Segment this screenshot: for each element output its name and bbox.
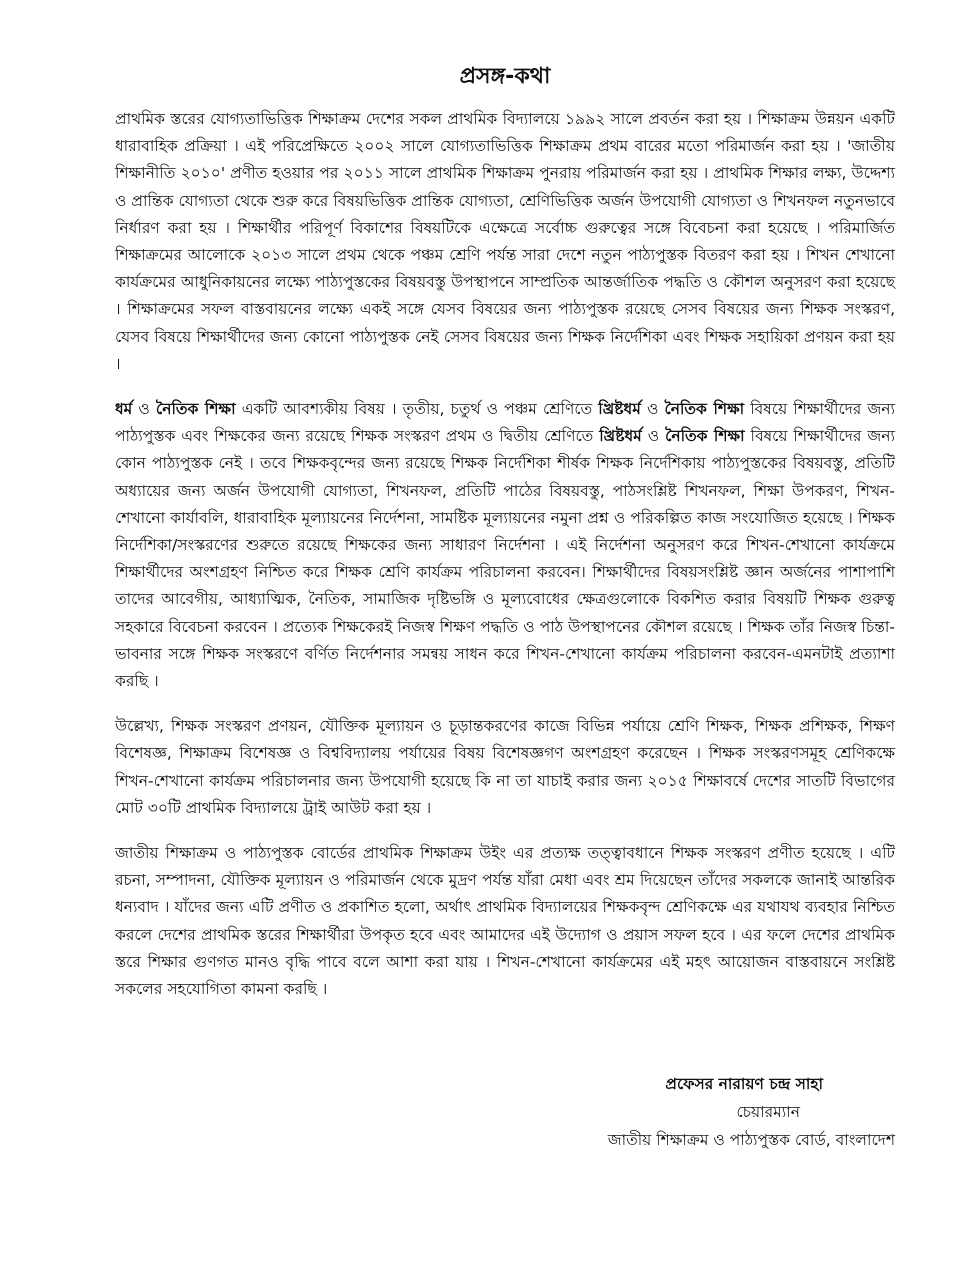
- page-title: প্রসঙ্গ-কথা: [459, 64, 551, 89]
- paragraph-3: [115, 713, 895, 822]
- paragraph-2: [115, 396, 895, 695]
- bold-text-run: খ্রিষ্টধর্ম: [599, 427, 642, 446]
- signatory-organization: জাতীয় শিক্ষাক্রম ও পাঠ্যপুস্তক বোর্ড, বাংলাদেশ: [607, 1131, 895, 1149]
- signatory-name: প্রফেসর নারায়ণ চন্দ্র সাহা: [665, 1075, 823, 1093]
- paragraph-1: [115, 106, 895, 378]
- text-run: ও: [640, 400, 665, 419]
- text-run: ও: [641, 427, 666, 446]
- text-run: বিষয়ে শিক্ষার্থীদের জন্য পাঠ্যপুস্তক এবং শিক্ষকের জন্য রয়েছে শিক্ষক সংস্করণ প্রথম ও দ্বিতীয় শ্রেণিতে: [115, 400, 896, 446]
- bold-text-run: নৈতিক শিক্ষা: [665, 427, 745, 446]
- paragraphs-container: [115, 106, 895, 1003]
- text-run: জাতীয় শিক্ষাক্রম ও পাঠ্যপুস্তক বোর্ডের প্রাথমিক শিক্ষাক্রম উইং এর প্রত্যক্ষ তত্ত্বাবধানে শিক্ষক সংস্করণ প্রণীত হয়েছে । এটি রচনা, সম্পাদনা, যৌক্তিক মূল্যায়ন ও পরিমার্জন থেকে মুদ্রণ পর্যন্ত যাঁরা মেধা এবং শ্রম দিয়েছেন তাঁদের সকলকে জানাই আন্তরিক ধন্যবাদ । যাঁদের জন্য এটি প্রণীত ও প্রকাশিত হলো, অর্থাৎ প্রাথমিক বিদ্যালয়ের শিক্ষকবৃন্দ শ্রেণিকক্ষে এর যথাযথ ব্যবহার নিশ্চিত করলে দেশের প্রাথমিক স্তরের শিক্ষার্থীরা উপকৃত হবে এবং আমাদের এই উদ্যোগ ও প্রয়াস সফল হবে । এর ফলে দেশের প্রাথমিক স্তরে শিক্ষার গুণগত মানও বৃদ্ধি পাবে বলে আশা করা যায় । শিখন-শেখানো কার্যক্রমের এই মহৎ আয়োজন বাস্তবায়নে সংশ্লিষ্ট সকলের সহযোগিতা কামনা করছি ।: [115, 844, 895, 999]
- text-run: ও: [132, 400, 156, 419]
- bold-text-run: খ্রিষ্টধর্ম: [598, 400, 641, 419]
- paragraph-4: [115, 840, 895, 1003]
- text-run: উল্লেখ্য, শিক্ষক সংস্করণ প্রণয়ন, যৌক্তিক মূল্যায়ন ও চূড়ান্তকরণের কাজে বিভিন্ন পর্যায়ে শ্রেণি শিক্ষক, শিক্ষক প্রশিক্ষক, শিক্ষণ বিশেষজ্ঞ, শিক্ষাক্রম বিশেষজ্ঞ ও বিশ্ববিদ্যালয় পর্যায়ের বিষয় বিশেষজ্ঞগণ অংশগ্রহণ করেছেন । শিক্ষক সংস্করণসমূহ শ্রেণিকক্ষে শিখন-শেখানো কার্যক্রম পরিচালনার জন্য উপযোগী হয়েছে কি না তা যাচাই করার জন্য ২০১৫ শিক্ষাবর্ষে দেশের সাতটি বিভাগের মোট ৩০টি প্রাথমিক বিদ্যালয়ে ট্রাই আউট করা হয় ।: [115, 717, 895, 817]
- bold-text-run: নৈতিক শিক্ষা: [664, 400, 745, 419]
- text-run: বিষয়ে শিক্ষার্থীদের জন্য কোন পাঠ্যপুস্তক নেই । তবে শিক্ষকবৃন্দের জন্য রয়েছে শিক্ষক নির্দেশিকা শীর্ষক শিক্ষক নির্দেশিকায় পাঠ্যপুস্তকের বিষয়বস্তু, প্রতিটি অধ্যায়ের জন্য অর্জন উপযোগী যোগ্যতা, শিখনফল, প্রতিটি পাঠের বিষয়বস্তু, পাঠসংশ্লিষ্ট শিখনফল, শিক্ষা উপকরণ, শিখন-শেখানো কার্যাবলি, ধারাবাহিক মূল্যায়নের নির্দেশনা, সামষ্টিক মূল্যায়নের নমুনা প্রশ্ন ও পরিকল্পিত কাজ সংযোজিত হয়েছে । শিক্ষক নির্দেশিকা/সংস্করণের শুরুতে রয়েছে শিক্ষকের জন্য সাধারণ নির্দেশনা । এই নির্দেশনা অনুসরণ করে শিখন-শেখানো কার্যক্রমে শিক্ষার্থীদের অংশগ্রহণ নিশ্চিত করে শিক্ষক শ্রেণি কার্যক্রম পরিচালনা করবেন। শিক্ষার্থীদের বিষয়সংশ্লিষ্ট জ্ঞান অর্জনের পাশাপাশি তাদের আবেগীয়, আধ্যাত্মিক, নৈতিক, সামাজিক দৃষ্টিভঙ্গি ও মূল্যবোধের ক্ষেত্রগুলোকে বিকশিত করার বিষয়টি শিক্ষক গুরুত্ব সহকারে বিবেচনা করবেন । প্রত্যেক শিক্ষকেরই নিজস্ব শিক্ষণ পদ্ধতি ও পাঠ উপস্থাপনের কৌশল রয়েছে । শিক্ষক তাঁর নিজস্ব চিন্তা-ভাবনার সঙ্গে শিক্ষক সংস্করণে বর্ণিত নির্দেশনার সমন্বয় সাধন করে শিখন-শেখানো কার্যক্রম পরিচালনা করবেন-এমনটাই প্রত্যাশা করছি ।: [115, 427, 895, 691]
- text-run: একটি আবশ্যকীয় বিষয় । তৃতীয়, চতুর্থ ও পঞ্চম শ্রেণিতে: [235, 400, 599, 419]
- bold-text-run: ধর্ম: [115, 400, 133, 419]
- bold-text-run: নৈতিক শিক্ষা: [155, 400, 236, 419]
- signatory-role: চেয়ারম্যান: [736, 1103, 800, 1121]
- signature-block: [115, 1070, 895, 1154]
- text-run: প্রাথমিক স্তরের যোগ্যতাভিত্তিক শিক্ষাক্রম দেশের সকল প্রাথমিক বিদ্যালয়ে ১৯৯২ সালে প্রবর্তন করা হয় । শিক্ষাক্রম উন্নয়ন একটি ধারাবাহিক প্রক্রিয়া । এই পরিপ্রেক্ষিতে ২০০২ সালে যোগ্যতাভিত্তিক শিক্ষাক্রম প্রথম বারের মতো পরিমার্জন করা হয় । 'জাতীয় শিক্ষানীতি ২০১০' প্রণীত হওয়ার পর ২০১১ সালে প্রাথমিক শিক্ষাক্রম পুনরায় পরিমার্জন করা হয় । প্রাথমিক শিক্ষার লক্ষ্য, উদ্দেশ্য ও প্রান্তিক যোগ্যতা থেকে শুরু করে বিষয়ভিত্তিক প্রান্তিক যোগ্যতা, শ্রেণিভিত্তিক অর্জন উপযোগী যোগ্যতা ও শিখনফল নতুনভাবে নির্ধারণ করা হয় । শিক্ষার্থীর পরিপূর্ণ বিকাশের বিষয়টিকে এক্ষেত্রে সর্বোচ্চ গুরুত্বের সঙ্গে বিবেচনা করা হয়েছে । পরিমার্জিত শিক্ষাক্রমের আলোকে ২০১৩ সালে প্রথম থেকে পঞ্চম শ্রেণি পর্যন্ত সারা দেশে নতুন পাঠ্যপুস্তক বিতরণ করা হয় । শিখন শেখানো কার্যক্রমের আধুনিকায়নের লক্ষ্যে পাঠ্যপুস্তকের বিষয়বস্তু উপস্থাপনে সাম্প্রতিক আন্তর্জাতিক পদ্ধতি ও কৌশল অনুসরণ করা হয়েছে । শিক্ষাক্রমের সফল বাস্তবায়নের লক্ষ্যে একই সঙ্গে যেসব বিষয়ের জন্য পাঠ্যপুস্তক রয়েছে সেসব বিষয়ের জন্য শিক্ষক সংস্করণ, যেসব বিষয়ে শিক্ষার্থীদের জন্য কোনো পাঠ্যপুস্তক নেই সেসব বিষয়ের জন্য শিক্ষক নির্দেশিকা এবং শিক্ষক সহায়িকা প্রণয়ন করা হয় ।: [115, 110, 895, 373]
- document-page: [115, 62, 895, 1021]
